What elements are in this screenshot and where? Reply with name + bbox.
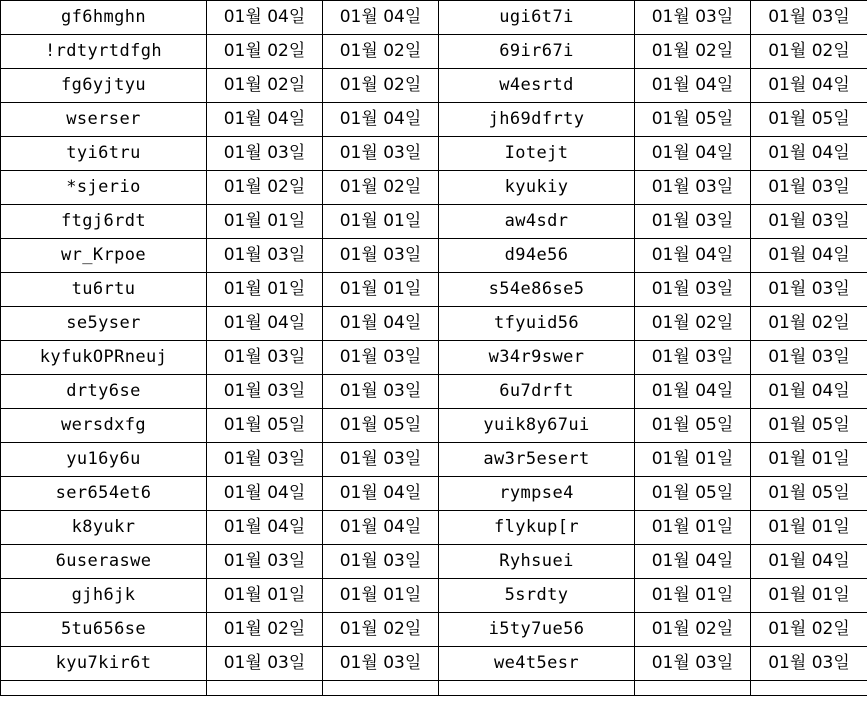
cell-name-right[interactable]: kyukiy — [439, 171, 635, 205]
cell-date-a[interactable]: 01월 02일 — [207, 613, 323, 647]
cell-name-right[interactable]: d94e56 — [439, 239, 635, 273]
cell-date-d[interactable]: 01월 03일 — [751, 273, 867, 307]
cell-name-left[interactable]: k8yukr — [1, 511, 207, 545]
cell-date-a[interactable]: 01월 03일 — [207, 341, 323, 375]
cell-date-d[interactable]: 01월 01일 — [751, 579, 867, 613]
cell-date-b[interactable]: 01월 03일 — [323, 443, 439, 477]
table-row[interactable] — [1, 205, 867, 239]
table-row[interactable] — [1, 681, 867, 696]
cell-date-d[interactable] — [751, 681, 867, 696]
table-row[interactable] — [1, 579, 867, 613]
cell-date-d[interactable]: 01월 03일 — [751, 647, 867, 681]
table-row[interactable] — [1, 409, 867, 443]
cell-date-a[interactable]: 01월 01일 — [207, 205, 323, 239]
cell-date-a[interactable] — [207, 681, 323, 696]
cell-date-a[interactable]: 01월 03일 — [207, 239, 323, 273]
cell-name-right[interactable]: w34r9swer — [439, 341, 635, 375]
cell-date-c[interactable]: 01월 05일 — [635, 409, 751, 443]
table-row[interactable] — [1, 443, 867, 477]
cell-date-d[interactable]: 01월 05일 — [751, 477, 867, 511]
cell-date-d[interactable]: 01월 05일 — [751, 103, 867, 137]
cell-name-left[interactable]: 5tu656se — [1, 613, 207, 647]
cell-date-c[interactable]: 01월 03일 — [635, 1, 751, 35]
cell-date-c[interactable]: 01월 03일 — [635, 341, 751, 375]
cell-name-left[interactable]: ser654et6 — [1, 477, 207, 511]
cell-date-c[interactable]: 01월 01일 — [635, 511, 751, 545]
cell-date-c[interactable]: 01월 04일 — [635, 545, 751, 579]
table-row[interactable] — [1, 375, 867, 409]
cell-name-left[interactable]: yu16y6u — [1, 443, 207, 477]
cell-name-right[interactable]: aw4sdr — [439, 205, 635, 239]
cell-date-c[interactable]: 01월 01일 — [635, 579, 751, 613]
cell-date-a[interactable]: 01월 04일 — [207, 477, 323, 511]
cell-name-right[interactable]: jh69dfrty — [439, 103, 635, 137]
cell-name-left[interactable]: kyfukOPRneuj — [1, 341, 207, 375]
cell-date-c[interactable] — [635, 681, 751, 696]
cell-name-right[interactable]: rympse4 — [439, 477, 635, 511]
cell-date-c[interactable]: 01월 04일 — [635, 375, 751, 409]
cell-name-left[interactable]: wr_Krpoe — [1, 239, 207, 273]
table-row[interactable] — [1, 103, 867, 137]
cell-date-b[interactable]: 01월 03일 — [323, 375, 439, 409]
cell-date-d[interactable]: 01월 05일 — [751, 409, 867, 443]
cell-name-left[interactable]: !rdtyrtdfgh — [1, 35, 207, 69]
cell-date-c[interactable]: 01월 04일 — [635, 239, 751, 273]
cell-date-c[interactable]: 01월 05일 — [635, 477, 751, 511]
cell-name-right[interactable]: 69ir67i — [439, 35, 635, 69]
cell-date-b[interactable]: 01월 04일 — [323, 477, 439, 511]
table-row[interactable] — [1, 545, 867, 579]
cell-date-b[interactable]: 01월 02일 — [323, 613, 439, 647]
cell-name-right[interactable]: ugi6t7i — [439, 1, 635, 35]
cell-date-a[interactable]: 01월 05일 — [207, 409, 323, 443]
cell-date-b[interactable]: 01월 03일 — [323, 545, 439, 579]
cell-date-d[interactable]: 01월 04일 — [751, 239, 867, 273]
cell-date-a[interactable]: 01월 04일 — [207, 511, 323, 545]
cell-name-left[interactable]: wersdxfg — [1, 409, 207, 443]
cell-date-d[interactable]: 01월 01일 — [751, 511, 867, 545]
cell-date-c[interactable]: 01월 01일 — [635, 443, 751, 477]
cell-date-b[interactable]: 01월 03일 — [323, 647, 439, 681]
cell-date-d[interactable]: 01월 03일 — [751, 1, 867, 35]
cell-name-left[interactable]: se5yser — [1, 307, 207, 341]
cell-name-right[interactable]: we4t5esr — [439, 647, 635, 681]
cell-name-right[interactable]: Ryhsuei — [439, 545, 635, 579]
cell-date-c[interactable]: 01월 02일 — [635, 307, 751, 341]
cell-date-d[interactable]: 01월 04일 — [751, 545, 867, 579]
table-row[interactable] — [1, 307, 867, 341]
cell-date-d[interactable]: 01월 04일 — [751, 137, 867, 171]
table-row[interactable] — [1, 477, 867, 511]
cell-date-c[interactable]: 01월 05일 — [635, 103, 751, 137]
cell-date-a[interactable]: 01월 02일 — [207, 69, 323, 103]
cell-date-b[interactable]: 01월 01일 — [323, 205, 439, 239]
cell-date-b[interactable]: 01월 04일 — [323, 1, 439, 35]
table-row[interactable] — [1, 613, 867, 647]
table-row[interactable] — [1, 35, 867, 69]
cell-name-right[interactable]: flykup[r — [439, 511, 635, 545]
cell-date-a[interactable]: 01월 03일 — [207, 647, 323, 681]
cell-date-d[interactable]: 01월 03일 — [751, 205, 867, 239]
cell-date-b[interactable]: 01월 03일 — [323, 137, 439, 171]
cell-date-b[interactable]: 01월 04일 — [323, 307, 439, 341]
cell-name-left[interactable]: fg6yjtyu — [1, 69, 207, 103]
cell-name-left[interactable]: *sjerio — [1, 171, 207, 205]
cell-date-b[interactable]: 01월 02일 — [323, 69, 439, 103]
cell-date-a[interactable]: 01월 02일 — [207, 35, 323, 69]
cell-date-d[interactable]: 01월 02일 — [751, 35, 867, 69]
cell-date-b[interactable]: 01월 04일 — [323, 511, 439, 545]
cell-date-a[interactable]: 01월 01일 — [207, 273, 323, 307]
cell-name-left[interactable] — [1, 681, 207, 696]
cell-name-right[interactable]: aw3r5esert — [439, 443, 635, 477]
cell-date-d[interactable]: 01월 03일 — [751, 341, 867, 375]
cell-name-left[interactable]: gjh6jk — [1, 579, 207, 613]
table-row[interactable] — [1, 341, 867, 375]
cell-date-c[interactable]: 01월 02일 — [635, 613, 751, 647]
cell-name-right[interactable] — [439, 681, 635, 696]
cell-date-a[interactable]: 01월 03일 — [207, 375, 323, 409]
cell-name-left[interactable]: ftgj6rdt — [1, 205, 207, 239]
cell-date-d[interactable]: 01월 03일 — [751, 171, 867, 205]
table-row[interactable] — [1, 69, 867, 103]
cell-date-a[interactable]: 01월 04일 — [207, 103, 323, 137]
cell-name-right[interactable]: Iotejt — [439, 137, 635, 171]
cell-name-right[interactable]: s54e86se5 — [439, 273, 635, 307]
cell-date-d[interactable]: 01월 02일 — [751, 307, 867, 341]
cell-date-b[interactable] — [323, 681, 439, 696]
cell-date-a[interactable]: 01월 02일 — [207, 171, 323, 205]
cell-date-b[interactable]: 01월 04일 — [323, 103, 439, 137]
table-row[interactable] — [1, 239, 867, 273]
cell-date-b[interactable]: 01월 02일 — [323, 171, 439, 205]
cell-name-right[interactable]: i5ty7ue56 — [439, 613, 635, 647]
cell-name-right[interactable]: tfyuid56 — [439, 307, 635, 341]
cell-date-b[interactable]: 01월 03일 — [323, 341, 439, 375]
cell-name-left[interactable]: tyi6tru — [1, 137, 207, 171]
cell-date-a[interactable]: 01월 04일 — [207, 307, 323, 341]
cell-date-d[interactable]: 01월 04일 — [751, 69, 867, 103]
cell-date-d[interactable]: 01월 01일 — [751, 443, 867, 477]
cell-date-c[interactable]: 01월 03일 — [635, 171, 751, 205]
cell-name-left[interactable]: drty6se — [1, 375, 207, 409]
cell-date-d[interactable]: 01월 02일 — [751, 613, 867, 647]
cell-name-right[interactable]: yuik8y67ui — [439, 409, 635, 443]
table-row[interactable] — [1, 511, 867, 545]
cell-date-b[interactable]: 01월 01일 — [323, 273, 439, 307]
table-body — [1, 1, 867, 696]
cell-date-b[interactable]: 01월 02일 — [323, 35, 439, 69]
cell-name-left[interactable]: wserser — [1, 103, 207, 137]
cell-name-right[interactable]: 5srdty — [439, 579, 635, 613]
table-row[interactable] — [1, 273, 867, 307]
cell-date-a[interactable]: 01월 03일 — [207, 137, 323, 171]
cell-date-a[interactable]: 01월 04일 — [207, 1, 323, 35]
cell-date-a[interactable]: 01월 01일 — [207, 579, 323, 613]
cell-date-c[interactable]: 01월 04일 — [635, 69, 751, 103]
cell-date-c[interactable]: 01월 03일 — [635, 647, 751, 681]
cell-name-left[interactable]: gf6hmghn — [1, 1, 207, 35]
cell-name-right[interactable]: w4esrtd — [439, 69, 635, 103]
cell-date-b[interactable]: 01월 05일 — [323, 409, 439, 443]
cell-date-c[interactable]: 01월 03일 — [635, 273, 751, 307]
table-row[interactable] — [1, 137, 867, 171]
cell-date-a[interactable]: 01월 03일 — [207, 545, 323, 579]
table-row[interactable] — [1, 647, 867, 681]
cell-date-d[interactable]: 01월 04일 — [751, 375, 867, 409]
table-row[interactable] — [1, 1, 867, 35]
table-row[interactable] — [1, 171, 867, 205]
cell-date-b[interactable]: 01월 01일 — [323, 579, 439, 613]
cell-date-b[interactable]: 01월 03일 — [323, 239, 439, 273]
cell-date-a[interactable]: 01월 03일 — [207, 443, 323, 477]
cell-name-left[interactable]: tu6rtu — [1, 273, 207, 307]
cell-date-c[interactable]: 01월 02일 — [635, 35, 751, 69]
cell-name-left[interactable]: 6useraswe — [1, 545, 207, 579]
cell-date-c[interactable]: 01월 03일 — [635, 205, 751, 239]
cell-date-c[interactable]: 01월 04일 — [635, 137, 751, 171]
cell-name-left[interactable]: kyu7kir6t — [1, 647, 207, 681]
cell-name-right[interactable]: 6u7drft — [439, 375, 635, 409]
